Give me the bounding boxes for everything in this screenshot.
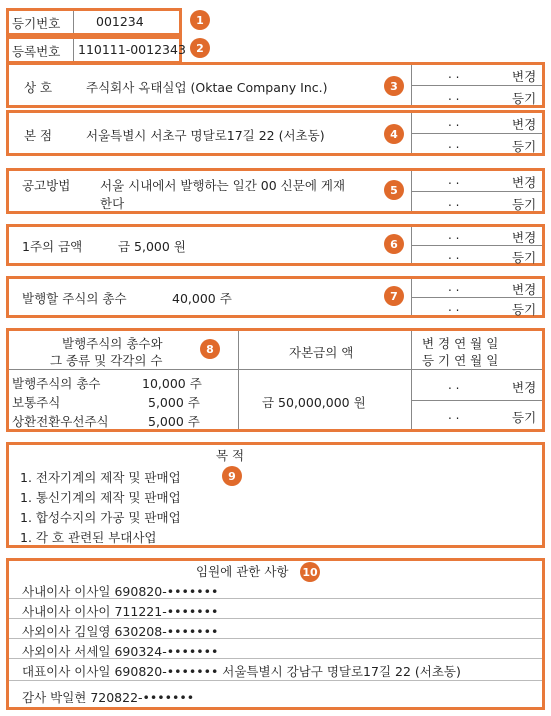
- par-value-label: 1주의 금액: [22, 239, 83, 254]
- register-label: 등기: [512, 410, 537, 425]
- marker-3: 3: [384, 76, 404, 96]
- public-notice-label: 공고방법: [22, 178, 71, 193]
- shares-row-value: 5,000 주: [148, 414, 200, 429]
- register-date: . .: [448, 89, 460, 103]
- change-label: 변경: [512, 380, 537, 395]
- register-date: . .: [448, 408, 460, 422]
- shares-row-value: 10,000 주: [142, 376, 202, 391]
- register-date: . .: [448, 300, 460, 314]
- marker-1: 1: [190, 10, 210, 30]
- purpose-item: 1. 통신기계의 제작 및 판매업: [20, 490, 181, 505]
- officer-row: 사외이사 김일영 630208-•••••••: [22, 624, 219, 639]
- change-label: 변경: [512, 117, 537, 132]
- register-date: . .: [448, 248, 460, 262]
- officers-title: 임원에 관한 사항: [196, 564, 289, 579]
- change-date: . .: [448, 378, 460, 392]
- shares-row-label: 발행주식의 총수: [12, 376, 101, 391]
- trade-name-value: 주식회사 옥태실업 (Oktae Company Inc.): [86, 80, 328, 95]
- date-head-2: 등 기 연 월 일: [422, 353, 499, 368]
- register-label: 등기: [512, 197, 537, 212]
- head-office-value: 서울특별시 서초구 명달로17길 22 (서초동): [86, 128, 325, 143]
- change-date: . .: [448, 280, 460, 294]
- shares-head-1: 발행주식의 총수와: [62, 336, 163, 351]
- capital-value: 금 50,000,000 원: [262, 395, 366, 410]
- shares-row-value: 5,000 주: [148, 395, 200, 410]
- change-date: . .: [448, 173, 460, 187]
- public-notice-value-2: 한다: [100, 196, 125, 211]
- officer-row: 대표이사 이사일 690820-••••••• 서울특별시 강남구 명달로17길 22 (서초동): [22, 664, 461, 679]
- reg-no-label: 등기번호: [12, 16, 61, 31]
- trade-name-label: 상 호: [24, 80, 53, 95]
- register-label: 등기: [512, 139, 537, 154]
- change-date: . .: [448, 115, 460, 129]
- marker-9: 9: [222, 466, 242, 486]
- purpose-title: 목 적: [216, 448, 245, 463]
- auditor-row: 감사 박일현 720822-•••••••: [22, 690, 195, 705]
- marker-6: 6: [384, 234, 404, 254]
- date-head-1: 변 경 연 월 일: [422, 336, 499, 351]
- register-label: 등기: [512, 91, 537, 106]
- marker-8: 8: [200, 339, 220, 359]
- change-label: 변경: [512, 282, 537, 297]
- officer-row: 사내이사 이사이 711221-•••••••: [22, 604, 219, 619]
- register-label: 등기: [512, 250, 537, 265]
- rec-no-label: 등록번호: [12, 44, 61, 59]
- authorized-shares-label: 발행할 주식의 총수: [22, 291, 127, 306]
- officer-row: 사외이사 서세일 690324-•••••••: [22, 644, 219, 659]
- change-label: 변경: [512, 69, 537, 84]
- officer-row: 사내이사 이사일 690820-•••••••: [22, 584, 219, 599]
- marker-10: 10: [300, 562, 320, 582]
- marker-7: 7: [384, 286, 404, 306]
- purpose-item: 1. 각 호 관련된 부대사업: [20, 530, 157, 545]
- change-label: 변경: [512, 230, 537, 245]
- marker-5: 5: [384, 180, 404, 200]
- purpose-item: 1. 전자기계의 제작 및 판매업: [20, 470, 181, 485]
- register-label: 등기: [512, 302, 537, 317]
- register-date: . .: [448, 137, 460, 151]
- marker-2: 2: [190, 38, 210, 58]
- authorized-shares-value: 40,000 주: [172, 291, 232, 306]
- change-date: . .: [448, 67, 460, 81]
- head-office-label: 본 점: [24, 128, 53, 143]
- change-date: . .: [448, 228, 460, 242]
- change-label: 변경: [512, 175, 537, 190]
- shares-row-label: 상환전환우선주식: [12, 414, 109, 429]
- shares-head-2: 그 종류 및 각각의 수: [50, 353, 163, 368]
- shares-row-label: 보통주식: [12, 395, 61, 410]
- marker-4: 4: [384, 124, 404, 144]
- rec-no-value: 110111-0012343: [78, 42, 186, 57]
- capital-head: 자본금의 액: [289, 345, 354, 360]
- par-value-value: 금 5,000 원: [118, 239, 186, 254]
- public-notice-value-1: 서울 시내에서 발행하는 일간 00 신문에 게재: [100, 178, 346, 193]
- purpose-item: 1. 합성수지의 가공 및 판매업: [20, 510, 181, 525]
- register-date: . .: [448, 195, 460, 209]
- reg-no-value: 001234: [96, 14, 144, 29]
